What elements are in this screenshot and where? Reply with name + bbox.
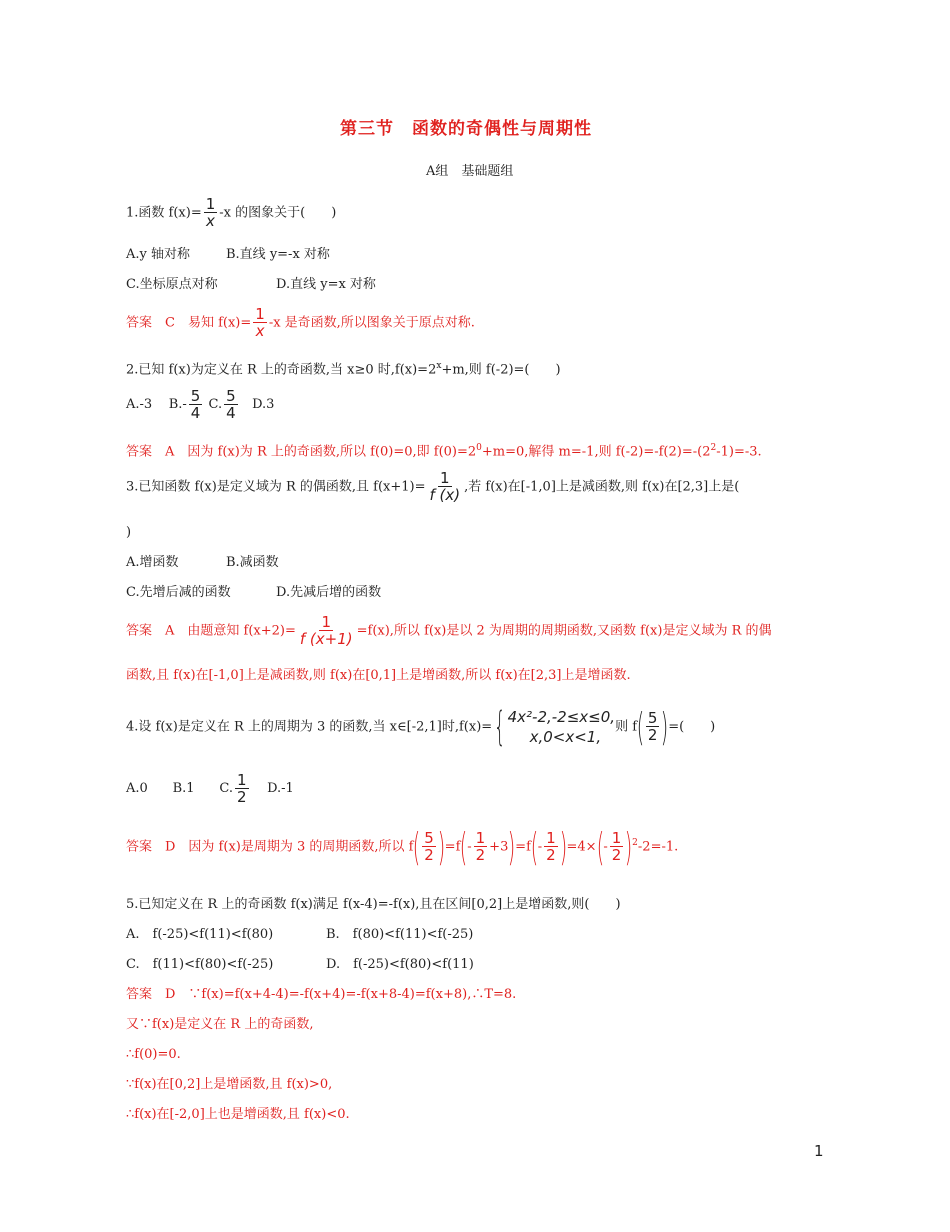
- q2-option-d: D.3: [252, 397, 275, 412]
- q1-stem-post: -x 的图象关于( ): [219, 205, 337, 221]
- q3-option-c: C.先增后减的函数: [126, 585, 231, 600]
- q3-answer-fraction: $\frac{1}{f (x+1)}$: [299, 613, 353, 648]
- q1-answer: 答案 C 易知 f(x)= $\frac{1}{x}$ -x 是奇函数,所以图象关于原点对称.: [126, 305, 475, 340]
- q5-answer-line2: 又∵f(x)是定义在 R 上的奇函数,: [126, 1017, 314, 1032]
- q2-options: [126, 386, 274, 424]
- q5-answer-line5: ∴f(x)在[-2,0]上也是增函数,且 f(x)<0.: [126, 1107, 350, 1122]
- q1-option-a: A.y 轴对称: [126, 247, 190, 262]
- page-number: 1: [814, 1142, 824, 1160]
- question-4: 4.设 f(x)是定义在 R 上的周期为 3 的函数,当 x∈[-2,1]时,f(x)= { 4x²-2,-2≤x≤0, x,0<x<1, 则 f( $\frac{5}{2}$ )=( ): [126, 704, 716, 750]
- q4-option-d: D.-1: [267, 781, 294, 796]
- question-2: 2.已知 f(x)为定义在 R 上的奇函数,当 x≥0 时$,f(x)=2^x+m$,则 f(-2)=( ): [126, 361, 561, 378]
- q4-option-a: A.0: [126, 781, 148, 796]
- q4-option-b: B.1: [172, 781, 195, 796]
- question-1: [126, 196, 336, 231]
- q1-fraction: $\frac{1}{x}$: [205, 195, 216, 230]
- q4-answer: 答案 D 因为 f(x)是周期为 3 的周期函数,所以 f( $\frac{5}{2}$ )=f(- $\frac{1}{2}$ +3)=f(- $\frac{1}{2}$ )=4×(- $\frac{1}{2}$ )$^2$-2=-1.: [126, 824, 679, 869]
- q1-answer-fraction: $\frac{1}{x}$: [255, 305, 265, 340]
- q5-option-b: B. f(80)<f(11)<f(-25): [326, 927, 474, 942]
- q4-piecewise: { 4x²-2,-2≤x≤0, x,0<x<1,: [494, 704, 616, 750]
- q2-option-c: C. $\frac{5}{4}$: [208, 386, 236, 422]
- q5-option-a: A. f(-25)<f(11)<f(80): [126, 927, 274, 942]
- q2-answer: 答案 A 因为 f(x)为 R 上的奇函数,所以 f(0)=0,即 $f(0)=2^0+m=0$,解得 m=-1,则 $f(-2)=-f(2)=-(2^2-1)=-3$.: [126, 443, 762, 460]
- q5-option-c: C. f(11)<f(80)<f(-25): [126, 957, 274, 972]
- q4-options: [126, 770, 294, 808]
- q5-option-d: D. f(-25)<f(80)<f(11): [326, 957, 474, 972]
- q3-fraction: $\frac{1}{f (x)}$: [429, 469, 461, 504]
- question-3: 3.已知函数 f(x)是定义域为 R 的偶函数,且 f(x+1)= $\frac{1}{f (x)}$ ,若 f(x)在[-1,0]上是减函数,则 f(x)在[2,3]上是(: [126, 469, 740, 504]
- question-5: 5.已知定义在 R 上的奇函数 f(x)满足 f(x-4)=-f(x),且在区间[0,2]上是增函数,则( ): [126, 897, 621, 912]
- q5-answer-line4: ∵f(x)在[0,2]上是增函数,且 f(x)>0,: [126, 1077, 333, 1092]
- page-title: 第三节 函数的奇偶性与周期性: [340, 119, 592, 139]
- q2-option-b: B.- $\frac{5}{4}$: [168, 386, 201, 422]
- q1-option-b: B.直线 y=-x 对称: [226, 247, 330, 262]
- q1-option-c: C.坐标原点对称: [126, 277, 218, 292]
- group-heading: A组 基础题组: [426, 164, 514, 179]
- q5-answer-line3: ∴f(0)=0.: [126, 1047, 181, 1062]
- q3-option-b: B.减函数: [226, 555, 279, 570]
- q1-option-d: D.直线 y=x 对称: [276, 277, 376, 292]
- q3-stem-line2: ): [126, 525, 132, 540]
- q3-answer-line2: 函数,且 f(x)在[-1,0]上是减函数,则 f(x)在[0,1]上是增函数,所以 f(x)在[2,3]上是增函数.: [126, 668, 631, 683]
- q3-answer: 答案 A 由题意知 f(x+2)= $\frac{1}{f (x+1)}$ =f(x),所以 f(x)是以 2 为周期的周期函数,又函数 f(x)是定义域为 R 的偶: [126, 613, 772, 648]
- q3-option-a: A.增函数: [126, 555, 179, 570]
- q5-answer-line1: 答案 D ∵f(x)=f(x+4-4)=-f(x+4)=-f(x+8-4)=f(x+8),∴T=8.: [126, 987, 517, 1002]
- q3-option-d: D.先减后增的函数: [276, 585, 382, 600]
- q4-option-c: C. $\frac{1}{2}$: [219, 770, 247, 806]
- q1-stem-pre: 1.函数 f(x)=: [126, 205, 202, 221]
- q2-option-a: A.-3: [126, 397, 153, 412]
